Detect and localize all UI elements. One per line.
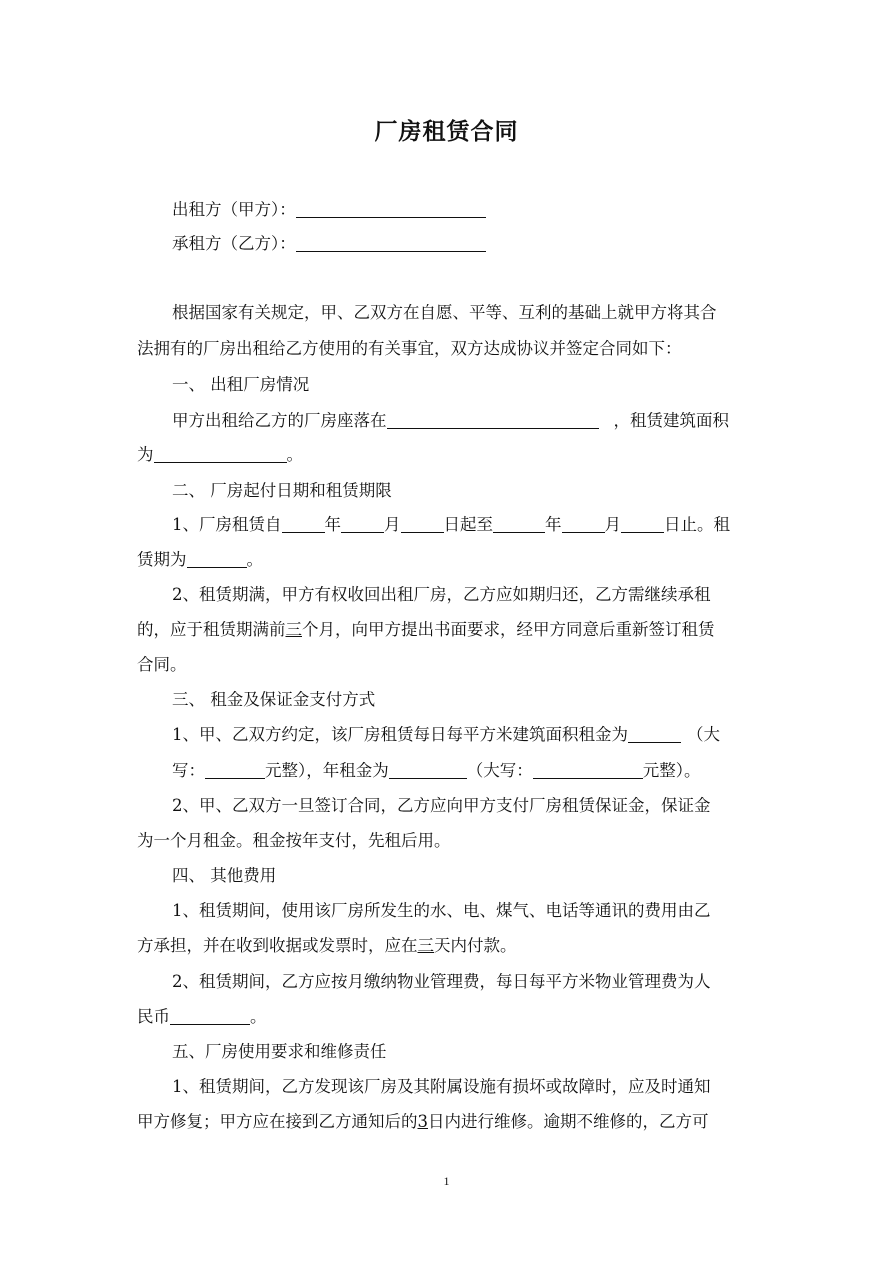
s5-c1-text-end: 日内进行维修。逾期不维修的，乙方可: [428, 1112, 709, 1131]
page-number: 1: [443, 1174, 450, 1188]
area-blank[interactable]: [154, 446, 287, 463]
s4-clause-1-line-2: [137, 936, 517, 956]
s2-clause-2-line-3: 合同。: [137, 655, 187, 674]
daily-rent-blank[interactable]: [628, 726, 681, 743]
repair-days: 3: [417, 1112, 428, 1131]
property-fee-blank[interactable]: [170, 1008, 250, 1025]
s4-clause-2-line-2: [137, 1007, 267, 1027]
lessee-label: 承租方（乙方）：: [172, 234, 296, 253]
end-day-blank[interactable]: [621, 516, 664, 533]
s3-c1-text-e: （大写：: [466, 761, 533, 780]
s2-c1-text-b: 赁期为: [137, 550, 187, 569]
intro-line-2: 法拥有的厂房出租给乙方使用的有关事宜，双方达成协议并签定合同如下：: [137, 339, 682, 358]
s3-clause-2-line-2: 为一个月租金。租金按年支付，先租后用。: [137, 831, 451, 850]
s1-para-line-1: [172, 411, 729, 431]
end-month-blank[interactable]: [562, 516, 605, 533]
s2-c2-text-b: 的，应于租赁期满前: [137, 620, 286, 639]
s4-c1-text-end: 天内付款。: [434, 936, 517, 955]
s3-clause-1-line-2: [172, 761, 701, 781]
section-1-heading: 一、 出租厂房情况: [172, 375, 310, 394]
s3-clause-1-line-1: [172, 725, 720, 745]
s4-c2-text-c: 。: [250, 1007, 267, 1026]
lessee-blank[interactable]: [296, 235, 486, 252]
s2-c1-text-a: 1、厂房租赁自: [172, 515, 282, 534]
end-year-blank[interactable]: [493, 516, 545, 533]
s3-clause-2-line-1: 2、甲、乙双方一旦签订合同，乙方应向甲方支付厂房租赁保证金，保证金: [172, 796, 711, 815]
start-month-blank[interactable]: [341, 516, 384, 533]
s2-clause-1-line-2: [137, 550, 263, 570]
s2-c1-text-c: 。: [246, 550, 263, 569]
s3-c1-text-b: （大: [687, 725, 720, 744]
intro-line-1: 根据国家有关规定，甲、乙双方在自愿、平等、互利的基础上就甲方将其合: [172, 303, 717, 322]
s3-c1-text-c: 写：: [172, 761, 205, 780]
contract-title: 厂房租赁合同: [374, 119, 519, 145]
day-from-label: 日起至: [443, 515, 493, 534]
annual-rent-blank[interactable]: [389, 762, 467, 779]
s3-c1-text-a: 1、甲、乙双方约定，该厂房租赁每日每平方米建筑面积租金为: [172, 725, 628, 744]
lessor-line: [172, 200, 486, 220]
s1-text-a: 甲方出租给乙方的厂房座落在: [172, 411, 387, 430]
s1-text-c: 为: [137, 445, 154, 464]
daily-rent-capital-blank[interactable]: [205, 762, 265, 779]
section-2-heading: 二、 厂房起付日期和租赁期限: [172, 481, 392, 500]
s5-clause-1-line-2: [137, 1112, 709, 1132]
lessee-line: [172, 234, 486, 254]
year-label: 年: [324, 515, 341, 534]
s5-clause-1-line-1: 1、租赁期间，乙方发现该厂房及其附属设施有损坏或故障时，应及时通知: [172, 1077, 711, 1096]
s1-para-line-2: [137, 445, 303, 465]
location-blank[interactable]: [387, 412, 599, 429]
s4-clause-1-line-1: 1、租赁期间，使用该厂房所发生的水、电、煤气、电话等通讯的费用由乙: [172, 901, 711, 920]
section-3-heading: 三、 租金及保证金支付方式: [172, 690, 376, 709]
s4-clause-2-line-1: 2、租赁期间，乙方应按月缴纳物业管理费，每日每平方米物业管理费为人: [172, 972, 711, 991]
payment-days: 三: [417, 936, 434, 955]
term-blank[interactable]: [187, 551, 247, 568]
s1-text-d: 。: [286, 445, 303, 464]
s5-c1-text-b: 甲方修复；甲方应在接到乙方通知后的: [137, 1112, 418, 1131]
s1-text-b: ，租赁建筑面积: [613, 411, 729, 430]
section-5-heading: 五、厂房使用要求和维修责任: [172, 1042, 387, 1061]
month-label: 月: [384, 515, 401, 534]
annual-rent-capital-blank[interactable]: [533, 762, 643, 779]
s4-c2-text-b: 民币: [137, 1007, 170, 1026]
start-year-blank[interactable]: [282, 516, 325, 533]
s2-clause-2-line-1: 2、租赁期满，甲方有权收回出租厂房，乙方应如期归还，乙方需继续承租: [172, 585, 711, 604]
s3-c1-text-f: 元整）。: [642, 761, 701, 780]
s2-clause-2-line-2: [137, 620, 715, 640]
month-label-2: 月: [604, 515, 621, 534]
s4-c1-text-b: 方承担，并在收到收据或发票时，应在: [137, 936, 418, 955]
lessor-blank[interactable]: [296, 201, 486, 218]
year-label-2: 年: [545, 515, 562, 534]
start-day-blank[interactable]: [401, 516, 444, 533]
section-4-heading: 四、 其他费用: [172, 866, 277, 885]
s2-c2-text-end: 个月，向甲方提出书面要求，经甲方同意后重新签订租赁: [302, 620, 715, 639]
s2-clause-1-line-1: [172, 515, 730, 535]
lessor-label: 出租方（甲方）：: [172, 200, 296, 219]
notice-months: 三: [285, 620, 302, 639]
s3-c1-text-d: 元整），年租金为: [265, 761, 389, 780]
day-to-label: 日止。租: [664, 515, 730, 534]
